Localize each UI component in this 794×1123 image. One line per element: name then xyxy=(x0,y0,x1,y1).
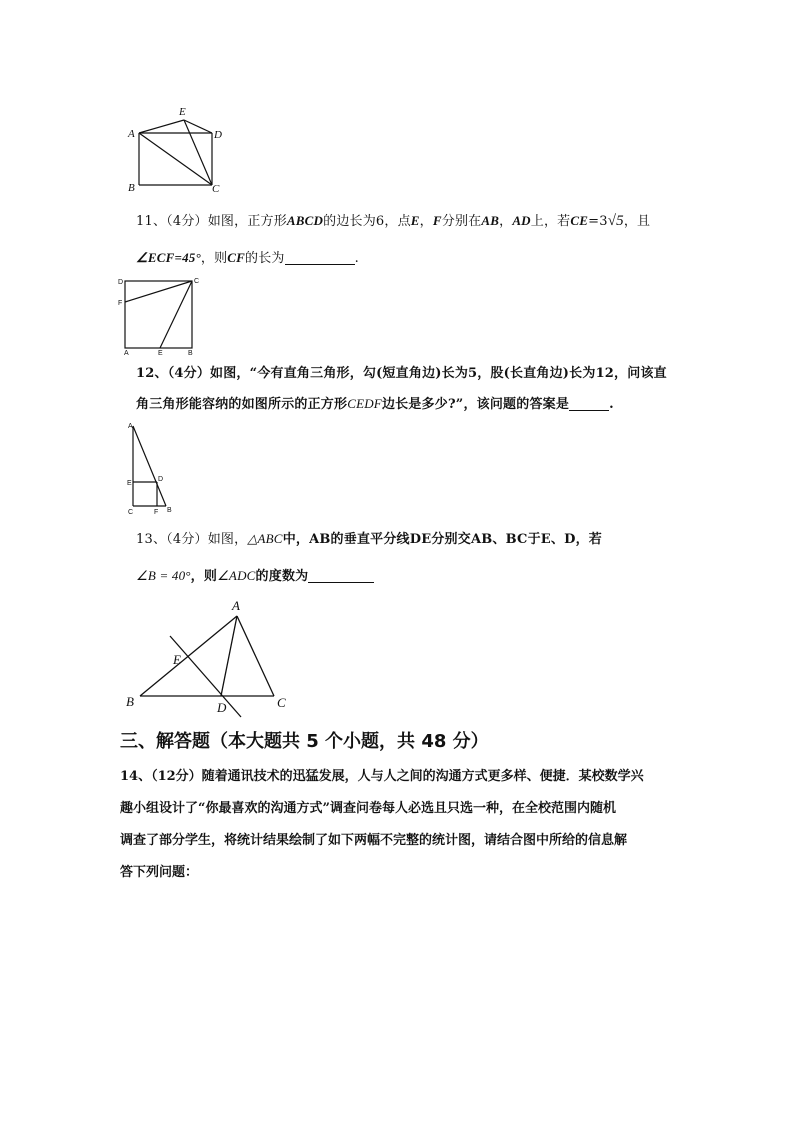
label-e: E xyxy=(127,480,132,487)
q14-line-4: 答下列问题： xyxy=(120,865,199,880)
figure-q12 xyxy=(124,420,184,516)
label-a: A xyxy=(232,598,240,613)
answer-blank-q12 xyxy=(569,396,609,411)
segment-ce xyxy=(160,281,192,348)
q11-line-1: 11、（4分）如图，正方形ABCD的边长为6，点E，F分别在AB，AD上，若CE=3√5，且 xyxy=(136,213,651,229)
answer-blank-q13 xyxy=(308,568,374,583)
label-c: C xyxy=(212,183,220,195)
label-e: E xyxy=(179,106,186,118)
q12-line-2: 角三角形能容纳的如图所示的正方形CEDF边长是多少?”，该问题的答案是 . xyxy=(136,396,614,412)
label-e: E xyxy=(173,652,181,667)
q14-line-3: 调查了部分学生，将统计结果绘制了如下两幅不完整的统计图，请结合图中所给的信息解 xyxy=(120,833,628,848)
label-e: E xyxy=(158,350,163,357)
answer-blank-q11 xyxy=(285,250,355,265)
label-c: C xyxy=(194,278,200,285)
figure-q13 xyxy=(120,596,300,720)
edge-ae xyxy=(139,120,184,133)
label-c: C xyxy=(128,509,134,516)
label-c: C xyxy=(277,695,286,710)
label-d: D xyxy=(118,279,124,286)
label-d: D xyxy=(158,476,164,483)
sqrt-five: √5 xyxy=(607,213,624,229)
side-ac xyxy=(237,616,274,696)
q14-line-2: 趣小组设计了“你最喜欢的沟通方式”调查问卷每人必选且只选一种，在全校范围内随机 xyxy=(120,801,616,816)
q12-line-1: 12、（4分）如图，“今有直角三角形，勾(短直角边)长为5，股(长直角边)长为12，问该直 xyxy=(136,366,667,381)
q13-line-2: ∠B = 40°，则∠ADC的度数为 xyxy=(136,566,374,587)
q13-line-1: 13、（4分）如图，△ABC中，AB的垂直平分线DE分别交AB、BC于E、D，若 xyxy=(136,531,602,547)
side-ba xyxy=(140,616,237,696)
hypotenuse-ab xyxy=(133,426,166,506)
label-a: A xyxy=(124,350,129,357)
label-a: A xyxy=(128,423,133,430)
figure-q10 xyxy=(126,102,226,194)
section-heading: 三、解答题（本大题共 5 个小题，共 48 分） xyxy=(120,731,489,752)
segment-cf xyxy=(125,281,192,302)
label-d: D xyxy=(217,700,227,715)
label-b: B xyxy=(126,694,134,709)
label-b: B xyxy=(128,182,135,194)
label-f: F xyxy=(118,300,123,307)
figure-q11 xyxy=(116,274,206,358)
label-b: B xyxy=(167,507,172,514)
triangle-abc: △ABC xyxy=(247,531,283,546)
label-f: F xyxy=(154,509,159,516)
label-a: A xyxy=(128,128,135,140)
q14-line-1: 14、（12分）随着通讯技术的迅猛发展，人与人之间的沟通方式更多样、便捷．某校数学兴 xyxy=(120,769,644,784)
label-b: B xyxy=(188,350,193,357)
q11-line-2: ∠ECF=45°，则CF的长为 . xyxy=(136,250,359,266)
label-d: D xyxy=(214,129,222,141)
